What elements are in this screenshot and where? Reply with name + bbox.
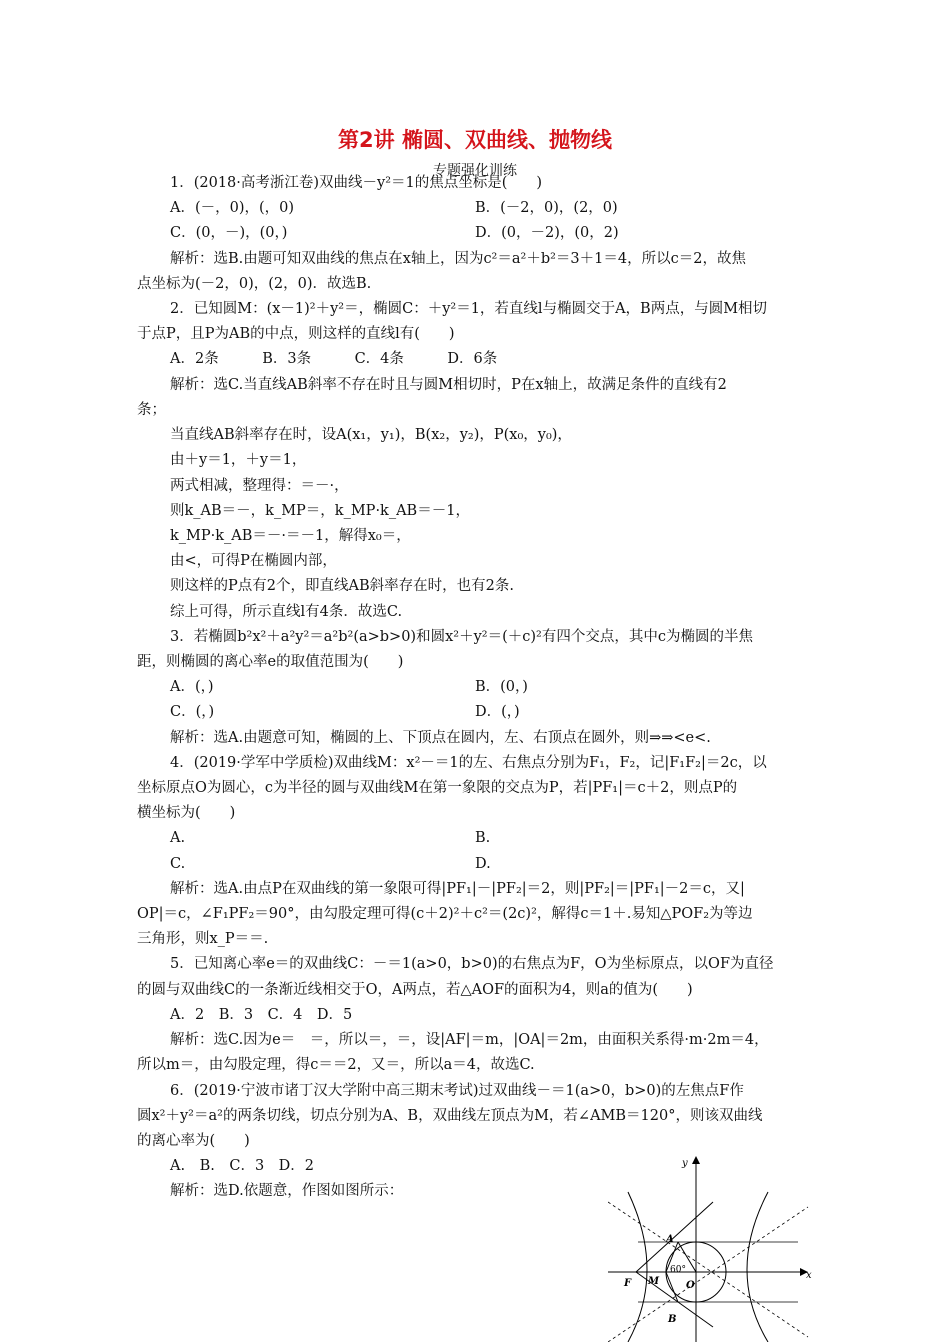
label-F: F [624,1278,632,1289]
text-line: 所以m＝，由勾股定理，得c＝＝2，又＝，所以a＝4，故选C. [137,1057,535,1073]
text-line: C．(0，－)，(0，) [170,225,288,241]
text-line: 横坐标为( ) [137,805,236,821]
label-A: A [666,1234,674,1245]
text-line: 两式相减，整理得：＝－·， [170,478,349,494]
text-line: D. [475,856,491,872]
text-line: A. B. C．3 D．2 [170,1158,315,1174]
text-line: 解析：选A.由点P在双曲线的第一象限可得|PF₁|－|PF₂|＝2，则|PF₂|＝|PF₁|－2＝c，又| [170,881,745,897]
text-line: 解析：选A.由题意可知，椭圆的上、下顶点在圆内，左、右顶点在圆外，则⇒⇒<e<. [170,730,711,746]
text-line: 当直线AB斜率存在时，设A(x₁，y₁)，B(x₂，y₂)，P(x₀，y₀)， [170,427,572,443]
text-line: 解析：选D.依题意，作图如图所示： [170,1183,404,1199]
text-line: 解析：选C.当直线AB斜率不存在时且与圆M相切时，P在x轴上，故满足条件的直线有2 [170,377,727,393]
hyperbola-figure [608,1152,823,1342]
text-line: A．(－，0)，(，0) [170,200,295,216]
text-line: 的圆与双曲线C的一条渐近线相交于O，A两点，若△AOF的面积为4，则a的值为( ) [137,982,693,998]
text-line: 则k_AB＝－，k_MP＝，k_MP·k_AB＝－1， [170,503,470,519]
text-line: D．(，) [475,704,520,720]
text-line: 条； [137,402,166,418]
text-line: B．(0，) [475,679,528,695]
text-line: 则这样的P点有2个，即直线AB斜率存在时，也有2条. [170,578,514,594]
text-line: C．(，) [170,704,215,720]
text-line: 5．已知离心率e＝的双曲线C：－＝1(a>0，b>0)的右焦点为F，O为坐标原点，以OF为直径 [170,956,774,972]
text-line: B. [475,830,491,846]
text-line: k_MP·k_AB＝－·＝－1，解得x₀＝， [170,528,411,544]
text-line: 坐标原点O为圆心，c为半径的圆与双曲线M在第一象限的交点为P，若|PF₁|＝c＋2，则点P的 [137,780,738,796]
text-line: 三角形，则x_P＝＝. [137,931,269,947]
label-O: O [686,1280,695,1291]
text-line: A．2条 B．3条 C．4条 D．6条 [170,351,498,367]
text-line: 于点P，且P为AB的中点，则这样的直线l有( ) [137,326,455,342]
text-line: C. [170,856,186,872]
text-line: 解析：选B.由题可知双曲线的焦点在x轴上，因为c²＝a²＋b²＝3＋1＝4，所以c＝2，故焦 [170,251,746,267]
left-branch [628,1192,647,1342]
asymptote-1 [608,1202,808,1337]
label-B: B [668,1314,677,1325]
text-line: 由<，可得P在椭圆内部， [170,553,337,569]
page-title: 第2讲 椭圆、双曲线、抛物线 [338,128,612,152]
tangent-FA [636,1202,713,1272]
text-line: B．(－2，0)，(2，0) [475,200,618,216]
y-axis-arrow [692,1156,700,1164]
text-line: 6．(2019·宁波市诸丁汉大学附中高三期末考试)过双曲线－＝1(a>0，b>0)的左焦点F作 [170,1083,744,1099]
page-subtitle: 专题强化训练 [433,163,517,179]
text-line: 2．已知圆M：(x－1)²＋y²＝，椭圆C：＋y²＝1，若直线l与椭圆交于A，B两点，与圆M相切 [170,301,768,317]
text-line: OP|＝c，∠F₁PF₂＝90°，由勾股定理可得(c＋2)²＋c²＝(2c)²，解得c＝1＋.易知△POF₂为等边 [137,906,753,922]
text-line: 解析：选C.因为e＝ ＝，所以＝，＝，设|AF|＝m，|OA|＝2m，由面积关系得·m·2m＝4， [170,1032,769,1048]
text-line: A. [170,830,186,846]
x-axis-label: x [806,1270,812,1281]
text-line: 1．(2018·高考浙江卷)双曲线－y²＝1的焦点坐标是( ) [170,175,543,191]
text-line: A．(，) [170,679,214,695]
text-line: A．2 B．3 C．4 D．5 [170,1007,353,1023]
label-M: M [648,1276,660,1287]
y-axis-label: y [682,1158,688,1169]
right-branch [747,1192,768,1342]
text-line: 综上可得，所示直线l有4条．故选C. [170,604,403,620]
text-line: 圆x²＋y²＝a²的两条切线，切点分别为A、B，双曲线左顶点为M，若∠AMB＝120°，则该双曲线 [137,1108,763,1124]
asymptote-2 [608,1207,808,1342]
text-line: 的离心率为( ) [137,1133,250,1149]
text-line: 距，则椭圆的离心率e的取值范围为( ) [137,654,404,670]
text-line: 4．(2019·学军中学质检)双曲线M：x²－＝1的左、右焦点分别为F₁，F₂，记|F₁F₂|＝2c，以 [170,755,767,771]
text-line: D．(0，－2)，(0，2) [475,225,619,241]
text-line: 3．若椭圆b²x²＋a²y²＝a²b²(a>b>0)和圆x²＋y²＝(＋c)²有四个交点，其中c为椭圆的半焦 [170,629,753,645]
text-line: 点坐标为(－2，0)，(2，0)．故选B. [137,276,372,292]
angle-label: 60° [670,1265,686,1275]
text-line: 由＋y＝1，＋y＝1， [170,452,307,468]
